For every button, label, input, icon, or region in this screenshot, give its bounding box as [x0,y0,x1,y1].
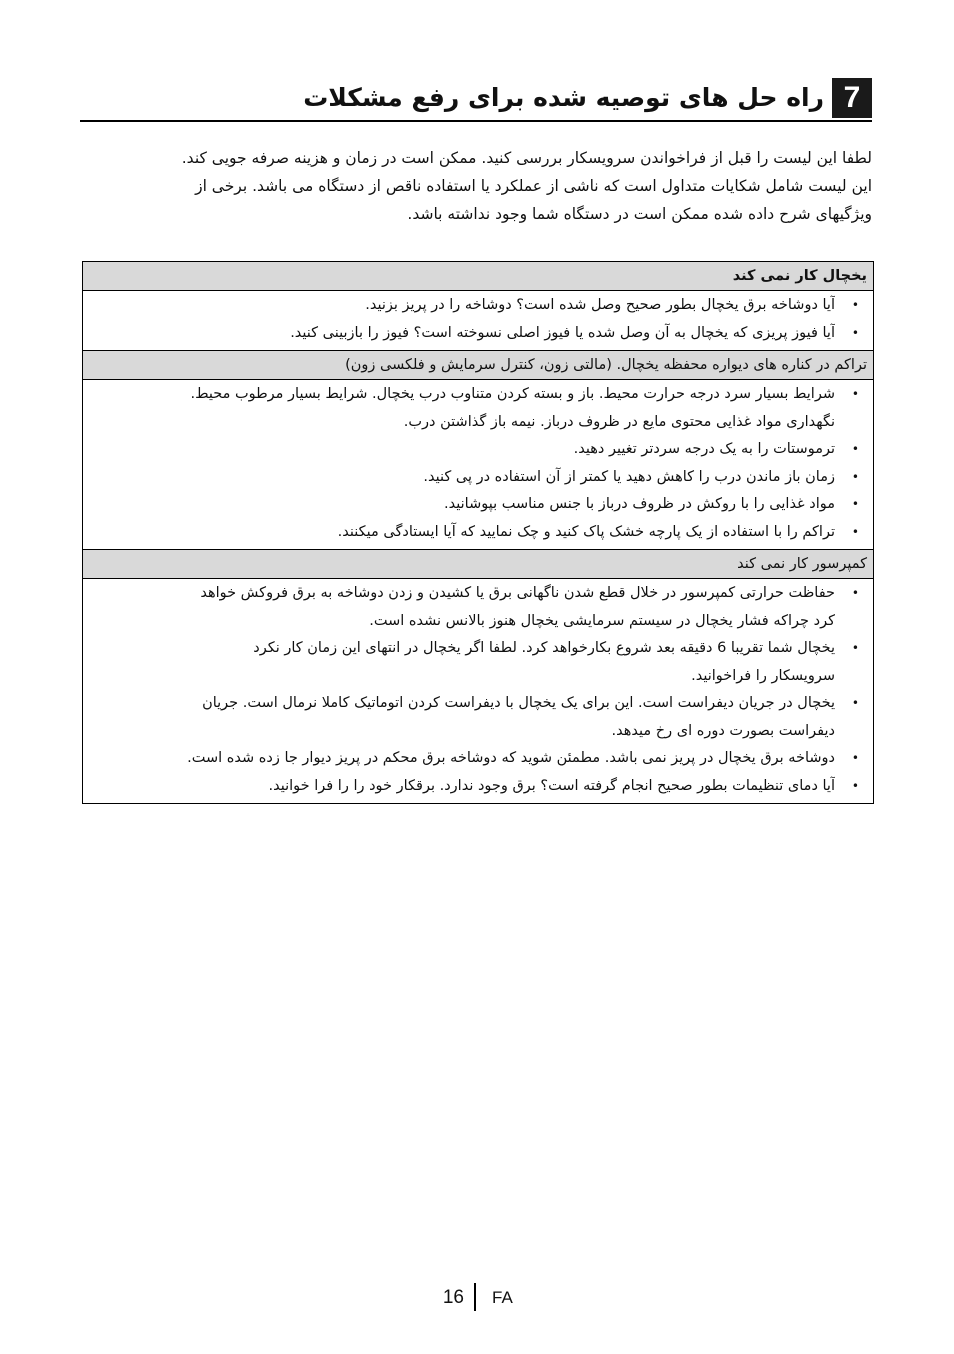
list-item [83,635,873,690]
list-item-text: زمان باز ماندن درب را کاهش دهید یا کمتر از آن استفاده در پی کنید. [423,468,835,485]
list-item-text: مواد غذایی را با روکش در ظروف درباز با جنس مناسب بپوشانید. [444,496,835,512]
section-heading: یخچال کار نمی کند [83,262,873,291]
list-item [83,773,873,801]
intro-line: این لیست شامل شکایات متداول است که ناشی از عملکرد یا استفاده ناقص از دستگاه می باشد. برخی از [195,177,872,195]
intro-line: لطفا این لیست را قبل از فراخواندن سرویسکار بررسی کنید. ممکن است در زمان و هزینه صرفه جویی کند. [181,149,872,167]
list-item-text: نگهداری مواد غذایی محتوی مایع در ظروف درباز. نیمه باز گذاشتن درب. [403,413,835,430]
bullet-icon: • [851,751,859,765]
list-item [83,519,873,547]
intro-line: ویژگیهای شرح داده شده ممکن است در دستگاه شما وجود نداشته باشد. [407,205,872,223]
bullet-icon: • [851,524,859,539]
page-footer [0,1283,954,1313]
list-item [83,745,873,773]
section-body [83,579,873,803]
section-body [83,291,873,351]
list-item [83,381,873,436]
list-item-text: تراکم را با استفاده از یک پارچه خشک پاک کنید و چک نمایید که آیا ایستادگی میکنند. [337,523,835,540]
list-item [83,436,873,464]
troubleshooting-table [82,261,874,804]
list-item [83,491,873,519]
bullet-icon: • [851,696,859,710]
section-heading: تراکم در کناره های دیواره محفظه یخچال. (مالتی زون، کنترل سرمایش و فلکسی زون) [83,351,873,380]
list-item-text: یخچال در جریان دیفراست است. این برای یک یخچال با دیفراست کردن اتوماتیک کاملا نرمال است. جریان [202,695,835,711]
bullet-icon: • [851,442,859,456]
list-item [83,320,873,348]
list-item-text: یخچال شما تقریبا 6 دقیقه بعد شروع بکارخواهد کرد. لطفا اگر یخچال در انتهای این زمان کار نکرد [253,640,835,656]
bullet-icon: • [851,641,859,655]
list-item [83,464,873,492]
bullet-icon: • [851,586,859,600]
section-body [83,380,873,550]
list-item-text: شرایط بسیار سرد درجه حرارت محیط. باز و بسته کردن متناوب درب یخچال. شرایط بسیار مرطوب محیط. [190,386,835,402]
list-item-text: آیا دوشاخه برق یخچال بطور صحیح وصل شده است؟ دوشاخه را در پریز بزنید. [365,297,835,313]
bullet-icon: • [851,497,859,511]
list-item-text: کرد چراکه فشار یخچال در سیستم سرمایشی یخچال هنوز بالانس نشده است. [369,612,835,629]
bullet-icon: • [851,325,859,340]
bullet-icon: • [851,469,859,484]
list-item-text: حفاظت حرارتی کمپرسور در خلال قطع شدن ناگهانی برق یا کشیدن و زدن دوشاخه به برق فروکش خواهد [200,585,835,601]
list-item [83,292,873,320]
list-item-text: آیا دمای تنظیمات بطور صحیح انجام گرفته است؟ برق وجود ندارد. برقکار خود را را فرا خوانید. [268,777,835,794]
chapter-title: راه حل های توصیه شده برای رفع مشکلات [303,83,824,112]
intro-paragraph [80,144,872,228]
list-item-text: دوشاخه برق یخچال در پریز نمی باشد. مطمئن شوید که دوشاخه برق محکم در پریز دیوار جا زده شده است. [187,750,835,766]
language-code: FA [492,1288,513,1307]
footer-divider [474,1283,476,1311]
list-item-text: آیا فیوز پریزی که یخچال به آن وصل شده یا فیوز اصلی نسوخته است؟ فیوز را بازبینی کنید. [290,324,835,341]
list-item [83,580,873,635]
bullet-icon: • [851,298,859,312]
page-number: 16 [442,1287,464,1308]
list-item-text: دیفراست بصورت دوره ای رخ میدهد. [611,722,835,739]
page-header [80,76,872,122]
bullet-icon: • [851,387,859,401]
list-item [83,690,873,745]
chapter-number-badge: 7 [832,78,872,118]
list-item-text: ترموستات را به یک درجه سردتر تغییر دهید. [573,441,835,457]
list-item-text: سرویسکار را فراخوانید. [691,667,835,684]
section-heading: کمپرسور کار نمی کند [83,550,873,579]
bullet-icon: • [851,778,859,793]
